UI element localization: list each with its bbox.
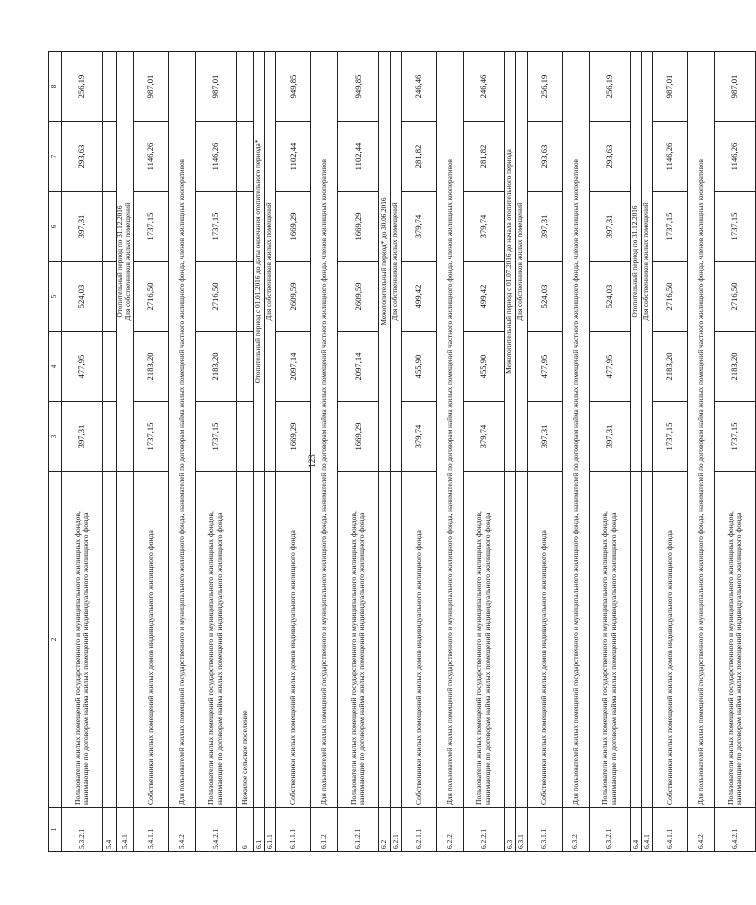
tariff-value: 379,74 [401,192,436,262]
empty-cell [236,192,253,262]
row-name [253,472,264,808]
table-row [401,52,436,852]
tariff-value: 281,82 [463,122,504,192]
row-name: Пользователи жилых помещений государственного и муниципального жилищных фондов, нанимающие по договорам найма жилых помещений индивидуального жилищного фонда [338,472,379,808]
row-name [641,472,652,808]
period-label: Для собственников жилых помещений [390,202,399,321]
tariff-value: 499,42 [463,262,504,332]
group-row [311,52,338,852]
tariff-value: 293,63 [62,122,103,192]
table-row [589,52,630,852]
rotated-page [48,52,744,852]
tariff-value: 293,63 [527,122,562,192]
period-row [641,52,652,852]
empty-cell [103,262,117,332]
tariff-value: 2183,20 [133,332,168,402]
row-code: 6.3.1.1 [527,808,562,852]
column-number: 5 [49,262,62,332]
row-code: 5.4 [103,808,117,852]
period-cell [641,52,652,472]
row-name [516,472,527,808]
table-row [463,52,504,852]
row-code: 6.3.2.1 [589,808,630,852]
row-name: Пользователи жилых помещений государственного и муниципального жилищных фондов, нанимающие по договорам найма жилых помещений индивидуального жилищного фонда [62,472,103,808]
tariff-value: 379,74 [463,192,504,262]
tariff-value: 1737,15 [715,192,756,262]
table-row [133,52,168,852]
tariff-value: 1737,15 [133,402,168,472]
tariff-value: 987,01 [715,52,756,122]
tariff-value: 2183,20 [653,332,688,402]
period-cell [504,52,515,472]
period-row [504,52,515,852]
empty-cell [103,192,117,262]
tariff-value: 1737,15 [195,192,236,262]
period-label: Для собственников жилых помещений [641,202,650,321]
column-number: 7 [49,122,62,192]
tariff-value: 397,31 [62,402,103,472]
tariff-value: 2183,20 [195,332,236,402]
row-name: Собственники жилых помещений жилых домов индивидуального жилищного фонда [276,472,311,808]
tariff-value: 293,63 [589,122,630,192]
period-row [117,52,134,852]
column-number: 2 [49,472,62,808]
tariff-value: 246,46 [463,52,504,122]
period-label: Отопительный период по 31.12.2016 [116,205,124,318]
tariff-value: 1737,15 [133,192,168,262]
row-code: 6.4.1 [641,808,652,852]
tariff-value: 397,31 [589,192,630,262]
tariff-value: 1102,44 [338,122,379,192]
tariff-value: 455,90 [463,332,504,402]
page-number: 123 [306,454,317,468]
row-name: Пользователи жилых помещений государственного и муниципального жилищных фондов, нанимающие по договорам найма жилых помещений индивидуального жилищного фонда [589,472,630,808]
tariff-value: 256,19 [527,52,562,122]
period-cell [117,52,134,472]
column-number: 6 [49,192,62,262]
empty-cell [236,332,253,402]
period-cell [516,52,527,472]
group-label: Для пользователей жилых помещений государственного и муниципального жилищного фонда, нанимателей по договорам найма жилых помещений частного жилищного фонда, членов жилищных кооперативов [688,52,715,808]
row-code: 6.2.2.1 [463,808,504,852]
period-cell [390,52,401,472]
tariff-value: 397,31 [589,402,630,472]
empty-cell [236,262,253,332]
table-row [62,52,103,852]
period-label: Для собственников жилых помещений [516,202,525,321]
group-label: Для пользователей жилых помещений государственного и муниципального жилищного фонда, нанимателей по договорам найма жилых помещений частного жилищного фонда, членов жилищных кооперативов [311,52,338,808]
tariff-value: 987,01 [133,52,168,122]
period-label: Отопительный период с 01.01.2016 до даты окончания отопительного периода* [254,139,263,384]
tariff-value: 397,31 [62,192,103,262]
row-code: 6.3.2 [562,808,589,852]
tariff-value: 2097,14 [338,332,379,402]
tariff-value: 379,74 [463,402,504,472]
row-code: 5.4.2 [168,808,195,852]
table-row [276,52,311,852]
tariff-value: 1669,29 [276,402,311,472]
tariff-value: 246,46 [401,52,436,122]
row-code: 6 [236,808,253,852]
row-code: 6.4.2 [688,808,715,852]
period-label: Для собственников жилых помещений [265,202,274,321]
empty-cell [236,52,253,122]
row-code: 6.4 [630,808,641,852]
empty-cell [103,332,117,402]
row-code: 6.1.1.1 [276,808,311,852]
row-code: 5.3.2.1 [62,808,103,852]
group-row [562,52,589,852]
tariff-value: 2716,50 [195,262,236,332]
row-name: Собственники жилых помещений жилых домов индивидуального жилищного фонда [133,472,168,808]
column-number: 8 [49,52,62,122]
tariff-value: 1146,26 [133,122,168,192]
tariff-value: 2716,50 [133,262,168,332]
tariff-value: 949,85 [338,52,379,122]
tariff-value: 281,82 [401,122,436,192]
row-code: 5.4.1.1 [133,808,168,852]
tariff-value: 949,85 [276,52,311,122]
tariff-value: 379,74 [401,402,436,472]
table-body [49,52,756,852]
period-label: Отопительный период по 31.12.2016 [630,205,639,318]
empty-cell [236,402,253,472]
tariff-value: 477,95 [62,332,103,402]
tariff-value: 1146,26 [653,122,688,192]
tariff-value: 987,01 [653,52,688,122]
table-row [653,52,688,852]
row-name [390,472,401,808]
empty-cell [103,52,117,122]
row-name [117,472,134,808]
table-row [103,52,117,852]
column-number-row [49,52,62,852]
row-code: 5.4.1 [117,808,134,852]
row-code: 6.4.2.1 [715,808,756,852]
tariff-value: 256,19 [589,52,630,122]
section-row [236,52,253,852]
column-number: 3 [49,402,62,472]
period-label: Межотопительный период с 01.07.2016 до начала отопительного периода [505,149,514,374]
empty-cell [103,402,117,472]
period-cell [265,52,276,472]
tariff-value: 1669,29 [338,402,379,472]
row-name [379,472,390,808]
row-name: Собственники жилых помещений жилых домов индивидуального жилищного фонда [401,472,436,808]
tariff-value: 1669,29 [276,192,311,262]
group-row [436,52,463,852]
tariff-value: 1669,29 [338,192,379,262]
period-row [516,52,527,852]
column-number: 1 [49,808,62,852]
tariff-value: 397,31 [527,402,562,472]
tariff-value: 524,03 [527,262,562,332]
row-code: 5.4.2.1 [195,808,236,852]
tariff-value: 499,42 [401,262,436,332]
group-row [688,52,715,852]
period-row [390,52,401,852]
column-number: 4 [49,332,62,402]
row-code: 6.1.1 [265,808,276,852]
tariff-value: 1737,15 [715,402,756,472]
tariff-value: 477,95 [527,332,562,402]
tariff-value: 1737,15 [653,192,688,262]
tariff-value: 1146,26 [195,122,236,192]
table-row [527,52,562,852]
tariff-value: 2609,59 [276,262,311,332]
empty-cell [103,122,117,192]
group-row [168,52,195,852]
group-label: Для пользователей жилых помещений государственного и муниципального жилищного фонда, нанимателей по договорам найма жилых помещений частного жилищного фонда, членов жилищных кооперативов [562,52,589,808]
row-name: Собственники жилых помещений жилых домов индивидуального жилищного фонда [527,472,562,808]
tariff-value: 987,01 [195,52,236,122]
tariff-value: 1737,15 [653,402,688,472]
row-code: 6.2.1.1 [401,808,436,852]
subgroup-label: Для собственников жилых помещений [123,202,132,321]
tariff-value: 256,19 [62,52,103,122]
row-code: 6.3.1 [516,808,527,852]
empty-cell [103,472,117,808]
tariff-value: 2097,14 [276,332,311,402]
row-code: 6.1 [253,808,264,852]
tariff-value: 524,03 [589,262,630,332]
tariff-value: 1102,44 [276,122,311,192]
row-code: 6.2.2 [436,808,463,852]
row-name: Пользователи жилых помещений государственного и муниципального жилищных фондов, нанимающие по договорам найма жилых помещений индивидуального жилищного фонда [463,472,504,808]
tariff-value: 2183,20 [715,332,756,402]
row-name: Пользователи жилых помещений государственного и муниципального жилищных фондов, нанимающие по договорам найма жилых помещений индивидуального жилищного фонда [715,472,756,808]
table-row [715,52,756,852]
period-cell [379,52,390,472]
row-name: Собственники жилых помещений жилых домов индивидуального жилищного фонда [653,472,688,808]
tariff-value: 477,95 [589,332,630,402]
row-code: 6.3 [504,808,515,852]
row-code: 6.4.1.1 [653,808,688,852]
tariff-value: 397,31 [527,192,562,262]
period-row [265,52,276,852]
tariff-value: 455,90 [401,332,436,402]
tariff-value: 2716,50 [653,262,688,332]
group-label: Для пользователей жилых помещений государственного и муниципального жилищного фонда, нанимателей по договорам найма жилых помещений частного жилищного фонда, членов жилищных кооперативов [168,52,195,808]
section-title: Нежилое сельское поселение [236,472,253,808]
period-label: Межотопительный период* до 30.06.2016 [379,197,388,326]
tariff-value: 1737,15 [195,402,236,472]
row-code: 6.1.2 [311,808,338,852]
period-cell [630,52,641,472]
period-row [379,52,390,852]
row-name [630,472,641,808]
period-cell [253,52,264,472]
tariff-value: 524,03 [62,262,103,332]
row-code: 6.2.1 [390,808,401,852]
period-row [630,52,641,852]
row-code: 6.1.2.1 [338,808,379,852]
tariff-value: 2716,50 [715,262,756,332]
tariff-value: 1146,26 [715,122,756,192]
group-label: Для пользователей жилых помещений государственного и муниципального жилищного фонда, нанимателей по договорам найма жилых помещений частного жилищного фонда, членов жилищных кооперативов [436,52,463,808]
row-code: 6.2 [379,808,390,852]
tariff-table [48,51,756,852]
row-name [504,472,515,808]
row-name: Пользователи жилых помещений государственного и муниципального жилищных фондов, нанимающие по договорам найма жилых помещений индивидуального жилищного фонда [195,472,236,808]
table-row [195,52,236,852]
period-row [253,52,264,852]
tariff-value: 2609,59 [338,262,379,332]
empty-cell [236,122,253,192]
row-name [265,472,276,808]
table-row [338,52,379,852]
